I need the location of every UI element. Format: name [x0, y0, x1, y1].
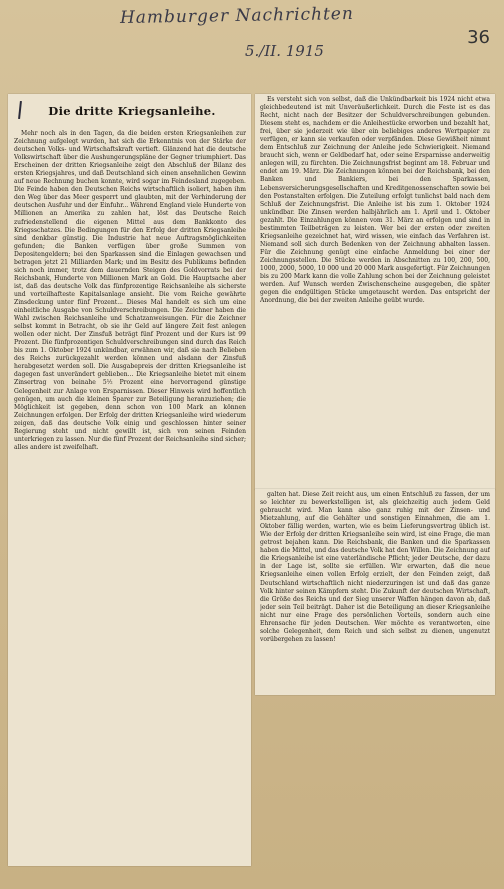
article-headline: Die dritte Kriegsanleihe. [48, 104, 216, 118]
article-body-left: Mehr noch als in den Tagen, da die beiden ersten Kriegsanleihen zur Zeichnung aufgelegt wurden, hat sich die Erkenntnis von der Stärke der deutschen Volks- und Wirtschaftskraft vertieft. Glänzend hat die deutsche Volkswirtschaft über die Aushungerungspläne der Gegner triumphiert. Das Erscheinen der dritten Kriegsanleihe zeigt den Abschluß der Bilanz des ersten Kriegsjahres, und daß Deutschland sich einen ansehnlichen Gewinn auf neue Rechnung buchen konnte, wird sogar im Feindesland zugegeben. Die Feinde haben den Deutschen Reichs wirtschaftlich isoliert, haben ihm den Weg über das Meer gesperrt und glaubten, mit der Verhinderung der deutschen Ausfuhr und der Einfuhr... Während England viele Hunderte von Millionen an Amerika zu zahlen hat, löst das Deutsche Reich zufriedenstellend die eigenen Mittel aus dem Bankkonto des Kriegsschatzes. Die Bedingungen für den Erfolg der dritten Kriegsanleihe sind denkbar günstig. Die Industrie hat neue Auftragsmöglichkeiten gefunden; die Banken verfügen über große Summen von Depositengeldern; bei den Sparkassen sind die Einlagen gewachsen und betragen jetzt 21 Milliarden Mark; und im Besitz des Publikums befinden sich noch immer, trotz dem dauernden Steigen des Goldvorrats bei der Reichsbank, Hunderte von Millionen Mark an Gold. Die Hauptsache aber ist, daß das deutsche Volk das fünfprozentige Reichsanleihe als sicherste und vorteilhafteste Kapitalsanlage ansieht. Die vom Reiche gewährte Zinsdeckung unter fünf Prozent... Dieses Mal handelt es sich um eine einheitliche Ausgabe von Schuldverschreibungen. Die Zeichner haben die Wahl zwischen Reichsanleihe und Schatzanweisungen. Für die Zeichner selbst kommt in Betracht, ob sie ihr Geld auf längere Zeit fest anlegen wollen oder nicht. Der Zinsfuß beträgt fünf Prozent und der Kurs ist 99 Prozent. Die fünfprozentigen Schuldverschreibungen sind durch das Reich bis zum 1. Oktober 1924 unkündbar, erwähnen wir, daß sie nach Belieben des Reichs zurückgezahlt werden können und alsdann der Zinsfuß herabgesetzt werden soll. Die Ausgabepreis der dritten Kriegsanleihe ist dagegen fast unverändert geblieben... Die Kriegsanleihe bietet mit einem Zinsertrag von beinahe 5½ Prozent eine hervorragend günstige Gelegenheit zur Anlage von Ersparnissen. Dieser Hinweis wird hoffentlich genügen, um auch die kleinen Sparer zur Beteiligung heranzuziehen; die Möglichkeit ist gegeben, denn schon von 100 Mark an können Zeichnungen erfolgen. Der Erfolg der dritten Kriegsanleihe wird wiederum zeigen, daß das deutsche Volk einig und geschlossen hinter seiner Regierung steht und nicht gewillt ist, sich von seinen Feinden unterkriegen zu lassen. Nur die fünf Prozent der Reichsanleihe sind sicher; alles andere ist zweifelhaft. [14, 130, 246, 451]
page-number: 36 [467, 27, 490, 48]
article-column-right-top [260, 96, 490, 488]
handwritten-newspaper-title: Hamburger Nachrichten [119, 3, 355, 29]
article-body-right-top: Es versteht sich von selbst, daß die Unkündbarkeit bis 1924 nicht etwa gleichbedeutend ist mit Unveräußerlichkeit. Durch die Feste ist es das Recht, nicht nach der Besitzer der Schuldverschreibungen gebunden. Diesem steht es, nachdem er die Anleihestücke erworben und bezahlt hat, frei, über sie jederzeit wie über ein beliebiges anderes Wertpapier zu verfügen, er kann sie verkaufen oder verpfänden. Diese Gewißheit nimmt dem Entschluß zur Zeichnung der Anleihe jede Schwierigkeit. Niemand braucht sich, wenn er Geldbedarf hat, oder seine Ersparnisse anderweitig anlegen will, zu fürchten. Die Zeichnungsfrist beginnt am 18. Februar und endet am 19. März. Die Zeichnungen können bei der Reichsbank, bei den Banken und Bankiers, bei den Sparkassen, Lebensversicherungsgesellschaften und Kreditgenossenschaften sowie bei den Postanstalten erfolgen. Die Zuteilung erfolgt tunlichst bald nach dem Schluß der Zeichnungsfrist. Die Anleihe ist bis zum 1. Oktober 1924 unkündbar. Die Zinsen werden halbjährlich am 1. April und 1. Oktober gezahlt. Die Einzahlungen können vom 31. März an erfolgen und sind in bestimmten Teilbeträgen zu leisten. Wer bei der ersten oder zweiten Kriegsanleihe gezeichnet hat, wird wissen, wie einfach das Verfahren ist. Niemand soll sich durch Bedenken von der Zeichnung abhalten lassen. Für die Zeichnung genügt eine einfache Anmeldung bei einer der Zeichnungsstellen. Die Stücke werden in Abschnitten zu 100, 200, 500, 1000, 2000, 5000, 10 000 und 20 000 Mark ausgefertigt. Für Zeichnungen bis zu 200 Mark kann die volle Zahlung schon bei der Zeichnung geleistet werden. Auf Wunsch werden Zwischenscheine ausgegeben, die später gegen die endgültigen Stücke umgetauscht werden. Das entspricht der Anordnung, die bei der zweiten Anleihe geübt wurde. [260, 96, 490, 305]
handwritten-date: 5./II. 1915 [245, 42, 324, 60]
article-column-left [14, 130, 246, 864]
article-column-right-bottom [260, 491, 490, 693]
article-body-right-bottom: galten hat. Diese Zeit reicht aus, um einen Entschluß zu fassen, der um so leichter zu bewerkstelligen ist, als gleichzeitig auch jedem Geld gebraucht wird. Man kann also ganz ruhig mit der Zinsen- und Mietzahlung, auf die Gehälter und sonstigen Einnahmen, die am 1. Oktober fällig werden, warten, wie es beim Lieferungsvertrag üblich ist. Wie der Erfolg der dritten Kriegsanleihe sein wird, ist eine Frage, die man getrost bejahen kann. Die Reichsbank, die Banken und die Sparkassen haben die Mittel, und das deutsche Volk hat den Willen. Die Zeichnung auf die Kriegsanleihe ist eine vaterländische Pflicht; jeder Deutsche, der dazu in der Lage ist, sollte sie erfüllen. Wir erwarten, daß die neue Kriegsanleihe einen vollen Erfolg erzielt, der den Feinden zeigt, daß Deutschland wirtschaftlich nicht niederzuringen ist und daß das ganze Volk hinter seinen Kämpfern steht. Die Zukunft der deutschen Wirtschaft, die Größe des Reichs und der Sieg unserer Waffen hängen davon ab, daß jeder sein Teil beiträgt. Daher ist die Beteiligung an dieser Kriegsanleihe nicht nur eine Frage des persönlichen Vorteils, sondern auch eine Ehrensache für jeden Deutschen. Wer möchte es verantworten, eine solche Gelegenheit, dem Reich und sich selbst zu dienen, ungenutzt vorübergehen zu lassen! [260, 491, 490, 643]
